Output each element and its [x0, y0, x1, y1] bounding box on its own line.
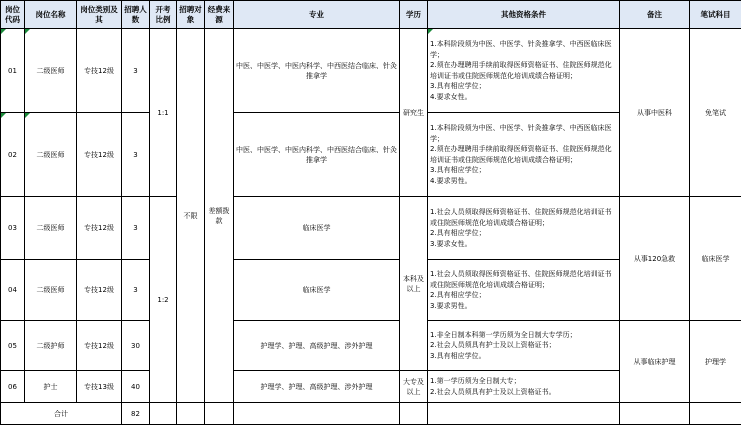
cell-major: 中医、中医学、中医内科学、中西医结合临床、针灸推拿学 [234, 29, 400, 113]
cell-name: 二级医师 [25, 260, 77, 321]
total-label: 合计 [1, 403, 122, 425]
cell-code: 01 [1, 29, 25, 113]
cell-count: 3 [122, 29, 150, 113]
requirement-line: 1.非全日制本科第一学历须为全日制大专学历； [430, 330, 577, 339]
header-education: 学历 [400, 1, 428, 29]
requirement-line: 1.第一学历须为全日制大专； [430, 377, 521, 385]
cell-ratio: 1:1 [150, 29, 177, 197]
requirement-line: 1.本科阶段须为中医、中医学、针灸推拿学、中西医临床医学； [430, 124, 612, 143]
cell-remarks: 从事120急救 [620, 197, 690, 321]
empty-cell [177, 403, 205, 425]
cell-code: 02 [1, 113, 25, 197]
cell-target: 不限 [177, 29, 205, 403]
cell-name: 护士 [25, 371, 77, 403]
empty-cell [234, 403, 400, 425]
table-row [1, 197, 741, 260]
requirement-line: 1.社会人员须取得医师资格证书、住院医师规范化培训证书或住院医师规范化培训成绩合格证明； [430, 270, 612, 289]
empty-cell [400, 403, 428, 425]
cell-requirements [428, 260, 620, 321]
header-code: 岗位代码 [1, 1, 25, 29]
cell-major: 护理学、护理、高级护理、涉外护理 [234, 321, 400, 371]
cell-major: 中医、中医学、中医内科学、中西医结合临床、针灸推拿学 [234, 113, 400, 197]
cell-category: 专技12级 [77, 113, 122, 197]
cell-remarks: 从事临床护理 [620, 321, 690, 403]
cell-education: 本科及以上 [400, 197, 428, 371]
cell-ratio: 1:2 [150, 197, 177, 403]
requirement-line: 2.社会人员须具有护士及以上资格证书； [430, 341, 556, 350]
header-source: 经费来源 [205, 1, 234, 29]
cell-exam: 护理学 [690, 321, 741, 403]
cell-category: 专技12级 [77, 260, 122, 321]
cell-education: 研究生 [400, 29, 428, 197]
requirement-line: 2.社会人员须具有护士及以上资格证书。 [430, 387, 556, 396]
requirement-line: 3.要求男性。 [430, 301, 472, 310]
header-exam: 笔试科目 [690, 1, 741, 29]
table-row [1, 29, 741, 113]
requirement-line: 3.要求女性。 [430, 239, 472, 248]
requirement-line: 2.须在办理聘用手续前取得医师资格证书、住院医师规范化培训证书或住院医师规范化培训成绩合格证明； [430, 61, 612, 80]
cell-exam: 免笔试 [690, 29, 741, 197]
cell-name: 二级医师 [25, 29, 77, 113]
cell-code: 06 [1, 371, 25, 403]
cell-code: 05 [1, 321, 25, 371]
empty-cell [428, 403, 620, 425]
cell-source: 差额拨款 [205, 29, 234, 403]
header-category: 岗位类别及其 [77, 1, 122, 29]
requirement-line: 1.本科阶段须为中医、中医学、针灸推拿学、中西医临床医学； [430, 40, 612, 59]
header-ratio: 开考比例 [150, 1, 177, 29]
cell-exam: 临床医学 [690, 197, 741, 321]
requirement-line: 2.须在办理聘用手续前取得医师资格证书、住院医师规范化培训证书或住院医师规范化培训成绩合格证明； [430, 145, 612, 164]
cell-code: 04 [1, 260, 25, 321]
header-target: 招聘对象 [177, 1, 205, 29]
cell-major: 临床医学 [234, 197, 400, 260]
header-count: 招聘人数 [122, 1, 150, 29]
cell-requirements [428, 321, 620, 371]
header-major: 专业 [234, 1, 400, 29]
header-name: 岗位名称 [25, 1, 77, 29]
cell-requirements [428, 113, 620, 197]
cell-category: 专技13级 [77, 371, 122, 403]
requirement-line: 3.具有相应学位。 [430, 351, 486, 360]
cell-major: 临床医学 [234, 260, 400, 321]
cell-category: 专技12级 [77, 321, 122, 371]
cell-name: 二级医师 [25, 113, 77, 197]
empty-cell [620, 403, 690, 425]
requirement-line: 3.具有相应学位； [430, 82, 486, 90]
requirement-line: 2.具有相应学位； [430, 291, 486, 299]
cell-count: 3 [122, 197, 150, 260]
cell-name: 二级护师 [25, 321, 77, 371]
cell-code: 03 [1, 197, 25, 260]
cell-requirements [428, 371, 620, 403]
cell-count: 30 [122, 321, 150, 371]
requirement-line: 1.社会人员须取得医师资格证书、住院医师规范化培训证书或住院医师规范化培训成绩合格证明； [430, 208, 612, 227]
empty-cell [205, 403, 234, 425]
header-requirements: 其他资格条件 [428, 1, 620, 29]
cell-count: 40 [122, 371, 150, 403]
table-row [1, 321, 741, 371]
cell-major: 护理学、护理、高级护理、涉外护理 [234, 371, 400, 403]
cell-name: 二级医师 [25, 197, 77, 260]
cell-requirements [428, 29, 620, 113]
cell-category: 专技12级 [77, 197, 122, 260]
header-row [1, 1, 741, 29]
empty-cell [690, 403, 741, 425]
requirement-line: 4.要求男性。 [430, 176, 472, 185]
cell-category: 专技12级 [77, 29, 122, 113]
cell-count: 3 [122, 113, 150, 197]
cell-requirements [428, 197, 620, 260]
requirement-line: 2.具有相应学位； [430, 229, 486, 237]
empty-cell [150, 403, 177, 425]
total-count: 82 [122, 403, 150, 425]
header-remarks: 备注 [620, 1, 690, 29]
requirement-line: 3.具有相应学位； [430, 166, 486, 174]
cell-count: 3 [122, 260, 150, 321]
requirement-line: 4.要求女性。 [430, 92, 472, 101]
cell-education: 大专及以上 [400, 371, 428, 403]
cell-remarks: 从事中医科 [620, 29, 690, 197]
total-row [1, 403, 741, 425]
